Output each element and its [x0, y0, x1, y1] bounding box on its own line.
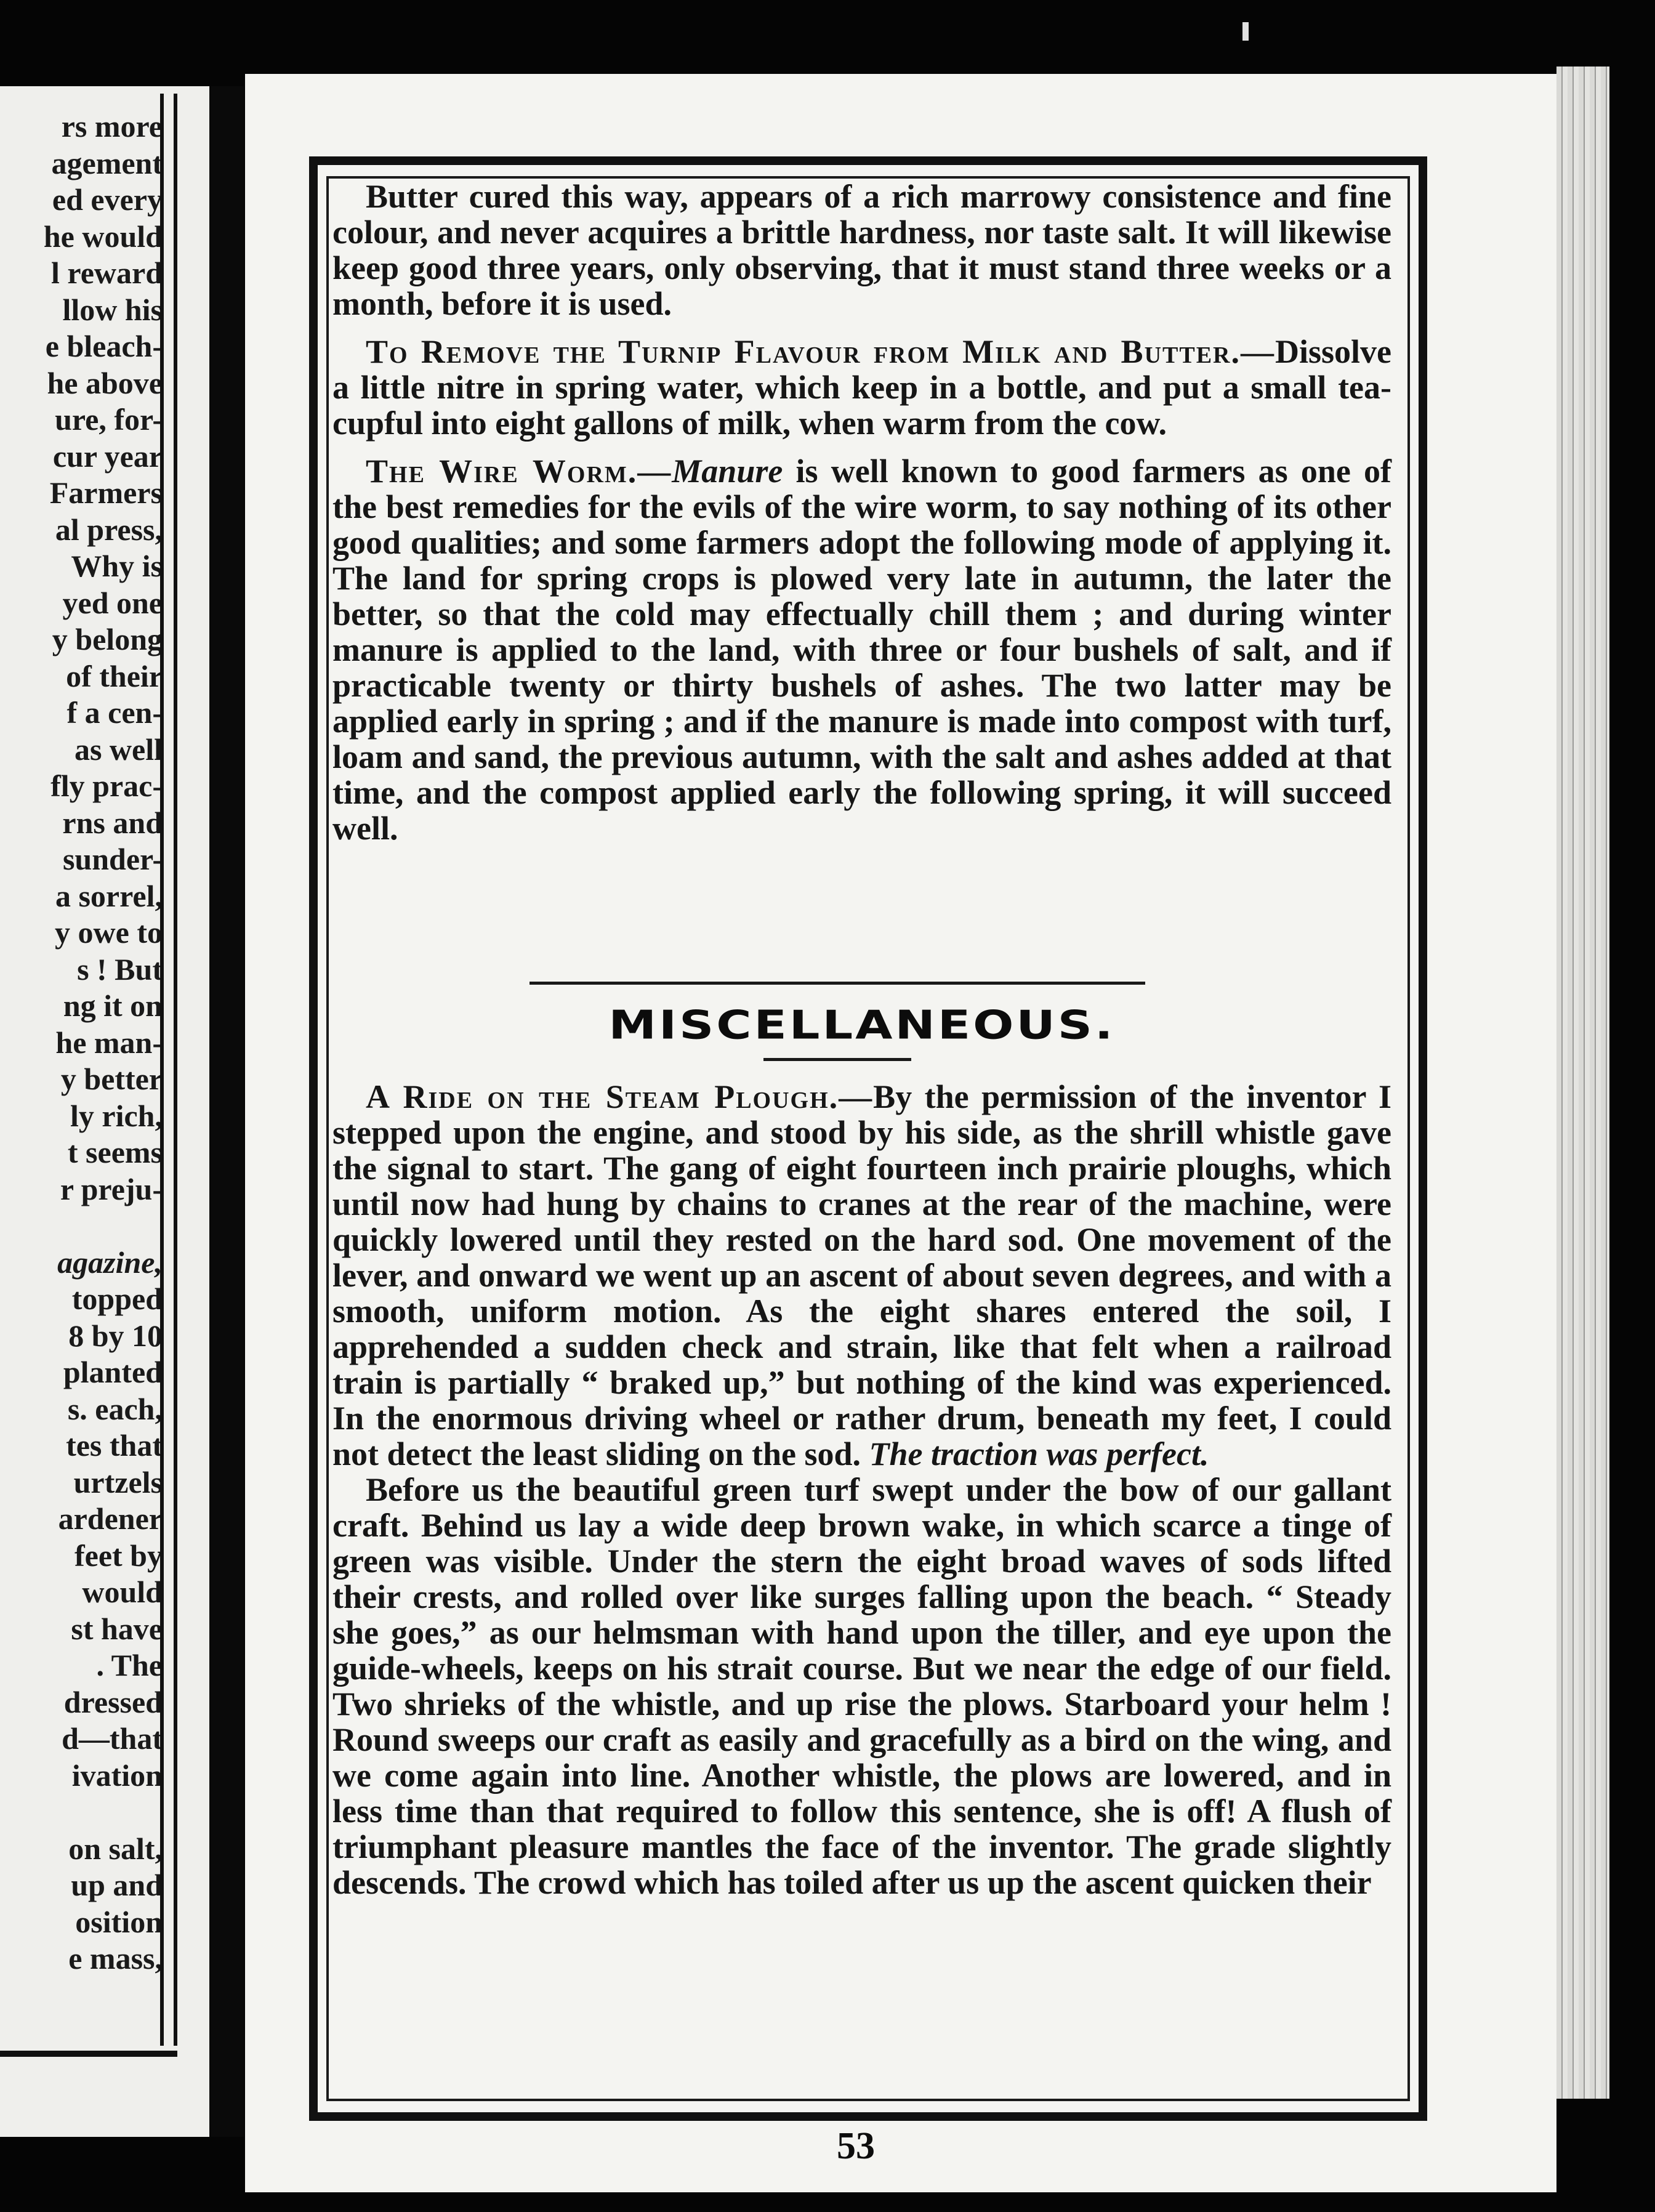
left-column-line: yed one: [62, 585, 163, 620]
left-column-line: urtzels: [73, 1464, 163, 1500]
left-column-line: of their: [66, 658, 163, 693]
left-column-line: e mass,: [68, 1941, 163, 1976]
left-column-line: dressed: [63, 1684, 163, 1719]
steam-plough-text: By the permission of the inventor I stepped upon the engine, and stood by his side, as the shrill whistle gave the signal to start. The gang of eight fourteen inch prairie ploughs, which until now had hung by chains to cranes at the rear of the machine, were quickly lowered until they rested on the hard sod. One movement of the lever, and onward we went up an ascent of about seven degrees, and with a smooth, uniform motion. As the eight shares entered the soil, I apprehended a sudden check and strain, like that felt when a railroad train is partially “ braked up,” but nothing of the kind was experienced. In the enormous driving wheel or rather drum, beneath my feet, I could not detect the least sliding on the sod.: [332, 1078, 1391, 1472]
left-column-line: planted: [63, 1355, 163, 1389]
left-column-line: l reward: [51, 256, 163, 290]
left-column-line: [0, 1794, 163, 1831]
left-column-line: ure, for-: [55, 402, 163, 437]
book-gutter: [209, 86, 244, 2137]
left-column-text: [0, 108, 163, 1977]
turnip-heading: To Remove the Turnip Flavour from Milk and Butter.—: [366, 333, 1275, 370]
left-column-line: ng it on: [63, 988, 163, 1023]
top-mark: [1242, 22, 1249, 41]
wireworm-heading: The Wire Worm.—: [366, 453, 672, 490]
steam-plough-heading: A Ride on the Steam Plough.—: [366, 1078, 874, 1115]
left-column-line: sunder-: [62, 842, 163, 876]
left-column-line: osition: [75, 1904, 163, 1939]
steam-plough-paragraph-2: Before us the beautiful green turf swept under the bow of our gallant craft. Behind us lay a wide deep brown wake, in which scarce a tinge of green was visible. Under the stern the eight broad waves of sods lifted their crests, and rolled over like surges falling upon the beach. “ Steady she goes,” as our helmsman with hand upon the tiller, and eye upon the guide-wheels, keeps on his strait course. But we near the edge of our field. Two shrieks of the whistle, and up rise the plows. Starboard your helm ! Round sweeps our craft as easily and gracefully as a bird on the wing, and we come again into line. Another whistle, the plows are lowered, and in less time than that required to follow this sentence, she is off! A flush of triumphant pleasure mantles the face of the inventor. The grade slightly descends. The crowd which has toiled after us up the ascent quicken their: [332, 1471, 1391, 1901]
page-edges: [1556, 67, 1609, 2099]
left-column-line: he man-: [55, 1025, 163, 1060]
left-column-line: feet by: [74, 1538, 163, 1573]
left-column-line: . The: [96, 1648, 163, 1682]
left-column-line: e bleach-: [45, 329, 163, 363]
left-column-line: ly rich,: [70, 1098, 163, 1133]
left-column-line: topped: [71, 1282, 163, 1316]
left-column-line: al press,: [55, 512, 163, 547]
steam-plough-paragraph: [332, 1079, 1391, 1472]
left-column-line: y belong: [52, 622, 163, 656]
left-column-line: r preju-: [60, 1171, 163, 1206]
turnip-text: Dissolve a little nitre in spring water, which keep in a bottle, and put a small tea-cupful into eight gallons of milk, when warm from the cow.: [332, 333, 1391, 442]
left-column-line: ivation: [71, 1758, 163, 1793]
left-column-line: ardener: [58, 1501, 163, 1536]
left-column-line: Farmers: [49, 475, 163, 510]
left-column-line: rs more: [61, 109, 163, 143]
left-column-line: would: [82, 1575, 163, 1609]
left-column-line: tes that: [66, 1428, 163, 1463]
page-number: 53: [837, 2125, 875, 2167]
left-column-line: t seems: [67, 1135, 163, 1169]
left-column-line: up and: [71, 1868, 163, 1902]
miscellaneous-body: [332, 1079, 1391, 1900]
left-column-line: f a cen-: [66, 695, 163, 730]
wireworm-italic: Manure: [672, 453, 783, 490]
left-column-line: st have: [71, 1611, 163, 1646]
left-column-line: agazine,: [57, 1245, 163, 1280]
left-column-line: rns and: [62, 805, 163, 840]
turnip-paragraph: [332, 334, 1391, 441]
traction-italic: The traction was perfect.: [869, 1435, 1209, 1472]
left-column-line: 8 by 10: [68, 1318, 163, 1353]
left-column-line: y owe to: [55, 915, 163, 950]
left-column-line: s ! But: [77, 951, 163, 987]
left-column-line: on salt,: [68, 1831, 163, 1866]
wireworm-text: is well known to good farmers as one of the best remedies for the evils of the wire worm, to say nothing of its other good qualities; and some farmers adopt the following mode of applying it. The land for spring crops is plowed very late in autumn, the later the better, so that the cold may effectually chill them ; and during winter manure is applied to the land, with three or four bushels of salt, and if practicable twenty or thirty bushels of ashes. The two latter may be applied early in spring ; and if the manure is made into compost with turf, loam and sand, the previous autumn, with the salt and ashes added at that time, and the compost applied early the following spring, it will succeed well.: [332, 453, 1391, 847]
left-column-line: [0, 1208, 163, 1245]
left-column-line: he above: [47, 365, 163, 400]
left-page-bottom-rule: [0, 2051, 177, 2057]
left-column-line: a sorrel,: [55, 878, 163, 913]
left-column-line: Why is: [71, 549, 163, 583]
left-page: [0, 86, 209, 2137]
left-column-line: agement: [51, 145, 163, 180]
section-divider-bottom: [763, 1058, 911, 1061]
article-body: [332, 179, 1391, 846]
left-column-line: d—that: [62, 1721, 163, 1756]
left-column-line: as well: [74, 732, 163, 767]
section-divider-top: [530, 982, 1145, 985]
left-column-line: he would: [43, 219, 163, 254]
wireworm-paragraph: [332, 453, 1391, 846]
butter-paragraph: Butter cured this way, appears of a rich marrowy consistence and fine colour, and never acquires a brittle hardness, nor taste salt. It will likewise keep good three years, only observing, that it must stand three weeks or a month, before it is used.: [332, 178, 1391, 322]
left-column-line: cur year: [52, 438, 163, 474]
left-column-line: y better: [60, 1062, 163, 1096]
left-column-line: llow his: [62, 292, 163, 327]
left-column-line: s. each,: [67, 1391, 163, 1426]
left-page-rule: [160, 94, 177, 2046]
section-heading: MISCELLANEOUS.: [608, 1003, 1116, 1048]
left-column-line: fly prac-: [50, 769, 163, 803]
left-column-line: ed every: [52, 182, 163, 217]
